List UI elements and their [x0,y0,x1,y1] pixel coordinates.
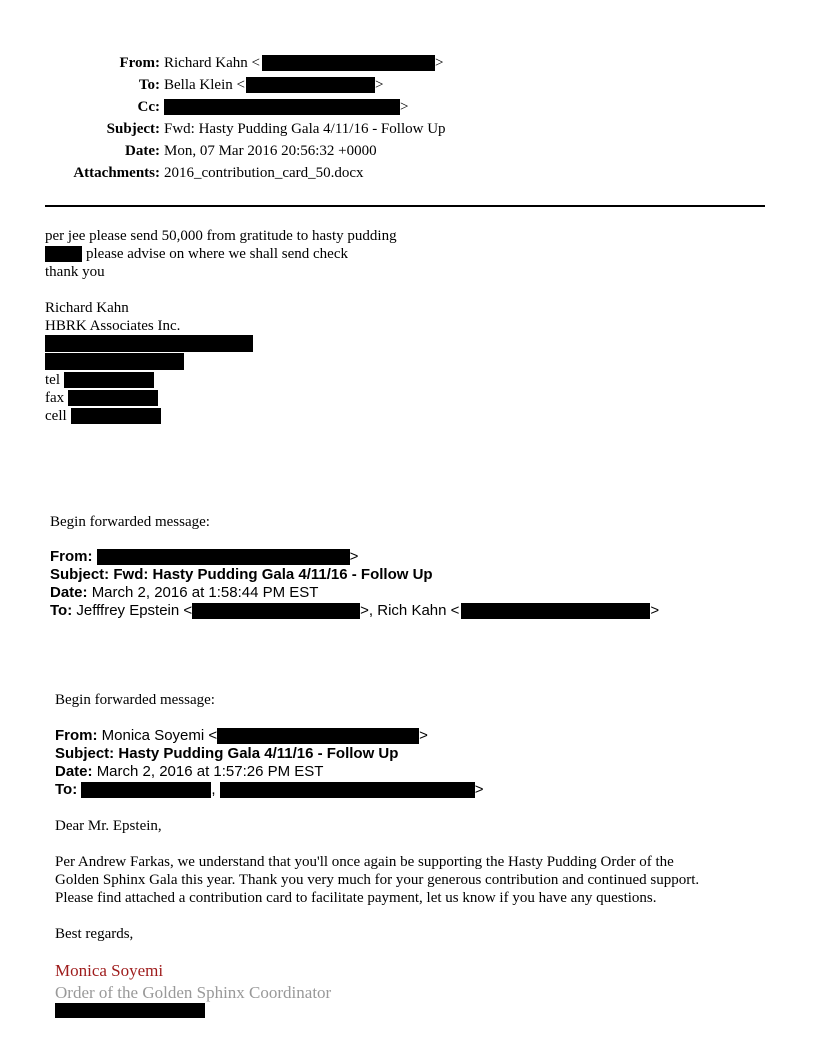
subject-label: Subject: [106,121,160,137]
from-label: From: [50,548,93,565]
to-separator: >, Rich Kahn < [360,602,460,619]
from-label: From: [119,55,160,71]
attachments-label: Attachments: [73,165,160,181]
header-from-row [0,52,446,74]
sender-signature-name: Monica Soyemi [55,961,164,980]
body-line: per jee please send 50,000 from gratitude to hasty pudding [45,228,397,244]
forward-subject-row [55,745,484,763]
redaction-block [192,603,360,619]
redaction-block [461,603,650,619]
forward-from-row [50,548,659,566]
forward-date-row [50,584,659,602]
signature-address-line [45,335,397,353]
header-divider [45,205,765,207]
redaction-block [164,99,400,115]
header-subject-row [0,118,446,140]
to-value [164,74,383,96]
redaction-block [45,353,184,370]
signature-address-line [45,353,397,371]
sender-signature-title: Order of the Golden Sphinx Coordinator [55,983,332,1002]
to-suffix: > [650,602,660,619]
redaction-block [246,77,375,93]
body-line: thank you [45,264,105,280]
paragraph-line: Golden Sphinx Gala this year. Thank you very much for your generous contribution and continued support. [55,872,700,888]
redaction-block [220,782,475,798]
date-label: Date: [50,584,88,601]
date-label: Date: [55,763,93,780]
date-label: Date: [125,143,160,159]
to-label: To: [138,77,160,93]
greeting: Dear Mr. Epstein, [55,818,162,834]
header-attachments-row [0,162,446,184]
redaction-block [262,55,435,71]
email-header [0,52,446,184]
signature-cell-line [45,407,397,425]
redaction-block [64,372,154,388]
message-body [45,227,397,425]
date-value: March 2, 2016 at 1:58:44 PM EST [91,584,319,601]
body-line [45,245,397,263]
forward-intro: Begin forwarded message: [50,514,210,530]
from-value [164,52,443,74]
body-line-text: please advise on where we shall send check [86,246,348,262]
message-paragraph [55,853,699,907]
forward-date-row [55,763,484,781]
date-value: March 2, 2016 at 1:57:26 PM EST [96,763,324,780]
from-suffix: > [419,727,428,744]
forward-subject-row [50,566,659,584]
to-label: To: [55,781,78,798]
paragraph-line: Please find attached a contribution card to facilitate payment, let us know if you have any questions. [55,890,657,906]
forward-to-row [55,781,484,799]
subject-value: Fwd: Hasty Pudding Gala 4/11/16 - Follow Up [113,566,433,583]
cell-label: cell [45,408,67,424]
cc-value [164,96,408,118]
blank-line [45,281,397,299]
to-suffix: > [474,781,484,798]
tel-label: tel [45,372,60,388]
forwarded-header-2 [55,727,484,799]
to-name: Bella Klein < [164,77,245,93]
forward-intro: Begin forwarded message: [55,692,215,708]
from-suffix: > [349,548,359,565]
redaction-block [68,390,158,406]
cc-suffix: > [400,99,409,115]
signature-company: HBRK Associates Inc. [45,318,181,334]
from-label: From: [55,727,98,744]
subject-value: Fwd: Hasty Pudding Gala 4/11/16 - Follow Up [164,121,446,137]
subject-value: Hasty Pudding Gala 4/11/16 - Follow Up [118,745,399,762]
forwarded-header-1 [50,548,659,620]
redaction-block [45,246,82,262]
header-date-row [0,140,446,162]
header-to-row [0,74,446,96]
attachment-filename: 2016_contribution_card_50.docx [164,165,364,181]
redaction-block [55,1003,205,1018]
signature-name: Richard Kahn [45,300,129,316]
to-name: Jefffrey Epstein < [76,602,193,619]
from-name: Monica Soyemi < [101,727,218,744]
signature-fax-line [45,389,397,407]
redaction-block [217,728,419,744]
to-separator: , [211,781,216,798]
redaction-block [45,335,253,352]
redaction-block [71,408,161,424]
to-suffix: > [374,77,384,93]
date-value: Mon, 07 Mar 2016 20:56:32 +0000 [164,143,377,159]
subject-label: Subject: [55,745,115,762]
from-name: Richard Kahn < [164,55,260,71]
signature-tel-line [45,371,397,389]
redaction-block [81,782,211,798]
cc-label: Cc: [137,99,160,115]
forward-to-row [50,602,659,620]
forward-from-row [55,727,484,745]
redaction-block [97,549,350,565]
fax-label: fax [45,390,65,406]
header-cc-row [0,96,446,118]
from-suffix: > [434,55,444,71]
closing: Best regards, [55,926,134,942]
to-label: To: [50,602,73,619]
subject-label: Subject: [50,566,110,583]
paragraph-line: Per Andrew Farkas, we understand that you'll once again be supporting the Hasty Pudding Order of the [55,854,674,870]
